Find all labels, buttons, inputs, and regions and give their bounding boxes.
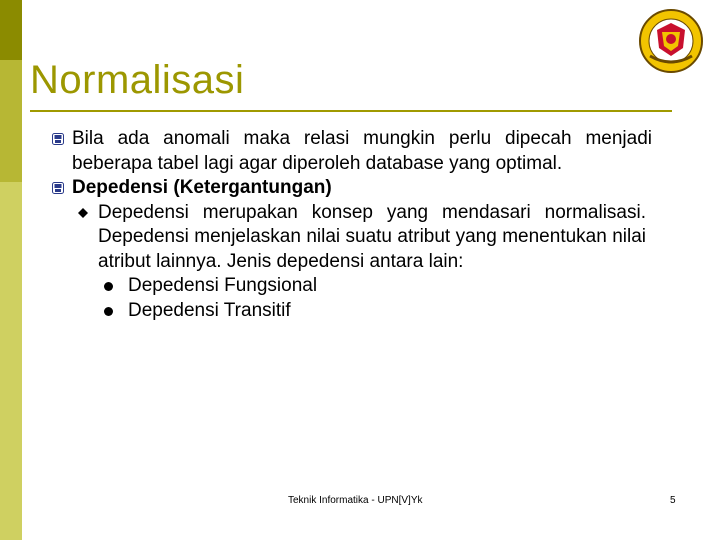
bullet-text: Depedensi (Ketergantungan)	[72, 177, 332, 198]
title-underline	[30, 110, 672, 112]
strip-segment-bottom	[0, 182, 22, 540]
slide-body	[52, 127, 652, 323]
diamond-icon	[78, 208, 88, 218]
list-item	[100, 274, 652, 299]
slide-footer: Teknik Informatika - UPN[V]Yk	[288, 495, 423, 506]
sub-bullet-item	[76, 201, 652, 324]
strip-segment-top	[0, 0, 22, 60]
bullet-item	[52, 176, 652, 201]
sub-bullet-text: Depedensi merupakan konsep yang mendasari normalisasi. Depedensi menjelaskan nilai suatu atribut yang menentukan nilai atribut lainnya. Jenis depedensi antara lain:	[98, 201, 646, 272]
bullet-item	[52, 127, 652, 176]
list-item	[100, 299, 652, 324]
university-seal-logo	[638, 8, 704, 74]
dot-icon	[104, 282, 113, 291]
list-item-text: Depedensi Fungsional	[128, 275, 318, 296]
left-accent-strip	[0, 0, 22, 540]
page-number: 5	[670, 495, 676, 506]
disk-icon	[52, 182, 64, 194]
slide-title: Normalisasi	[30, 58, 245, 102]
strip-segment-middle	[0, 60, 22, 182]
list-item-text: Depedensi Transitif	[128, 299, 291, 321]
dot-icon	[104, 307, 113, 316]
disk-icon	[52, 133, 64, 145]
bullet-text: Bila ada anomali maka relasi mungkin perlu dipecah menjadi beberapa tabel lagi agar diperoleh database yang optimal.	[72, 128, 652, 174]
